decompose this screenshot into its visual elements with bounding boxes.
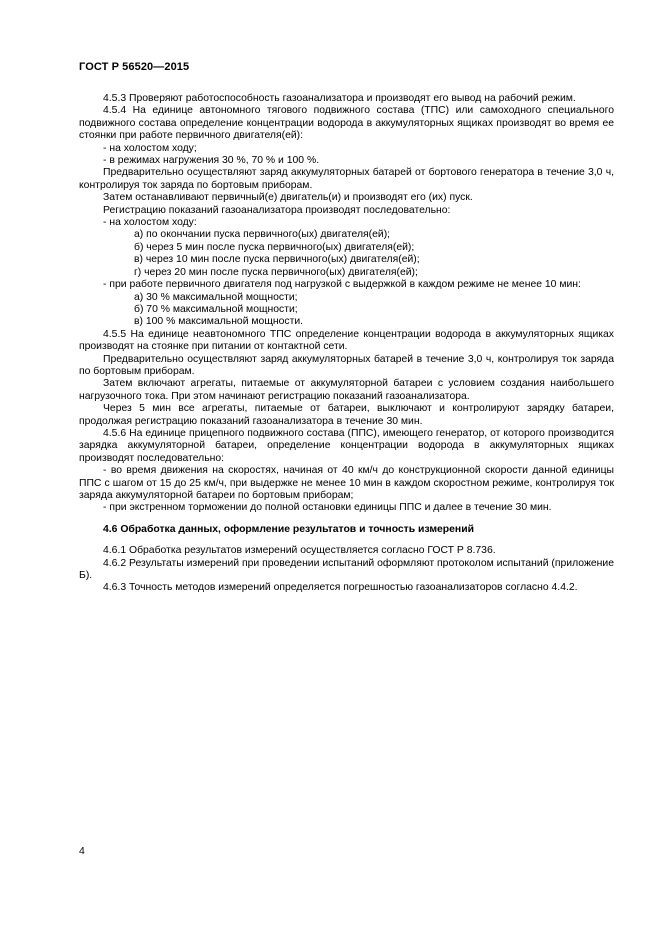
section-heading-4-6: 4.6 Обработка данных, оформление результатов и точность измерений <box>103 523 474 535</box>
page-number: 4 <box>79 846 85 857</box>
paragraph: Затем останавливают первичный(е) двигатель(и) и производят его (их) пуск. <box>103 192 473 204</box>
sub-list-item: г) через 20 мин после пуска первичного(ых) двигателя(ей); <box>134 266 418 278</box>
document-body <box>79 93 614 595</box>
list-item: - на холостом ходу; <box>103 142 197 154</box>
paragraph: Предварительно осуществляют заряд аккумуляторных батарей в течение 3,0 ч, контролируя ток заряда по бортовым приборам. <box>79 353 614 377</box>
list-item: - при экстренном торможении до полной остановки единицы ППС и далее в течение 30 мин. <box>103 502 552 514</box>
list-item: - на холостом ходу: <box>103 217 197 229</box>
paragraph: Через 5 мин все агрегаты, питаемые от батареи, выключают и контролируют зарядку батареи, продолжая регистрацию показаний газоанализатора в течение 30 мин. <box>79 403 614 427</box>
paragraph-4-5-6: 4.5.6 На единице прицепного подвижного состава (ППС), имеющего генератор, от которого производится зарядка аккумуляторной батареи, определение концентрации водорода в аккумуляторных ящиках производят последовательно: <box>79 427 614 464</box>
document-header: ГОСТ Р 56520—2015 <box>79 61 190 73</box>
paragraph-4-5-4: 4.5.4 На единице автономного тягового подвижного состава (ТПС) или самоходного специального подвижного состава определение концентрации водорода в аккумуляторных ящиках производят во время ее стоянки при работе первичного двигателя(ей): <box>79 105 614 142</box>
paragraph-4-5-3: 4.5.3 Проверяют работоспособность газоанализатора и производят его вывод на рабочий режим. <box>103 93 576 104</box>
list-item: - при работе первичного двигателя под нагрузкой с выдержкой в каждом режиме не менее 10 мин: <box>103 279 581 291</box>
spacer <box>79 536 614 545</box>
paragraph-4-5-5: 4.5.5 На единице неавтономного ТПС определение концентрации водорода в аккумуляторных ящиках производят на стоянке при питании от контактной сети. <box>79 328 614 353</box>
sub-list-item: а) 30 % максимальной мощности; <box>134 291 298 303</box>
paragraph: Затем включают агрегаты, питаемые от аккумуляторной батареи с условием создания наибольшего нагрузочного тока. При этом начинают регистрацию показаний газоанализатора. <box>79 378 614 402</box>
sub-list-item: б) через 5 мин после пуска первичного(ых) двигателя(ей); <box>134 241 415 253</box>
sub-list-item: в) через 10 мин после пуска первичного(ых) двигателя(ей); <box>134 254 420 266</box>
sub-list-item: а) по окончании пуска первичного(ых) двигателя(ей); <box>134 229 391 241</box>
sub-list-item: в) 100 % максимальной мощности. <box>134 316 304 328</box>
list-item: - во время движения на скоростях, начиная от 40 км/ч до конструкционной скорости данной единицы ППС с шагом от 15 до 25 км/ч, при выдержке не менее 10 мин в каждом скоростном режиме, контролируя ток заряда аккумуляторной батареи по бортовым приборам; <box>79 465 614 501</box>
sub-list-item: б) 70 % максимальной мощности; <box>134 303 298 315</box>
paragraph: Предварительно осуществляют заряд аккумуляторных батарей от бортового генератора в течение 3,0 ч, контролируя ток заряда по бортовым приборам. <box>79 167 614 191</box>
paragraph-4-6-1: 4.6.1 Обработка результатов измерений осуществляется согласно ГОСТ Р 8.736. <box>103 545 496 557</box>
paragraph-4-6-2: 4.6.2 Результаты измерений при проведении испытаний оформляют протоколом испытаний (приложение Б). <box>79 557 614 582</box>
paragraph-4-6-3: 4.6.3 Точность методов измерений определяется погрешностью газоанализаторов согласно 4.4.2. <box>103 582 578 594</box>
paragraph: Регистрацию показаний газоанализатора производят последовательно: <box>103 204 451 216</box>
spacer <box>79 515 614 524</box>
list-item: - в режимах нагружения 30 %, 70 % и 100 %. <box>103 155 320 167</box>
